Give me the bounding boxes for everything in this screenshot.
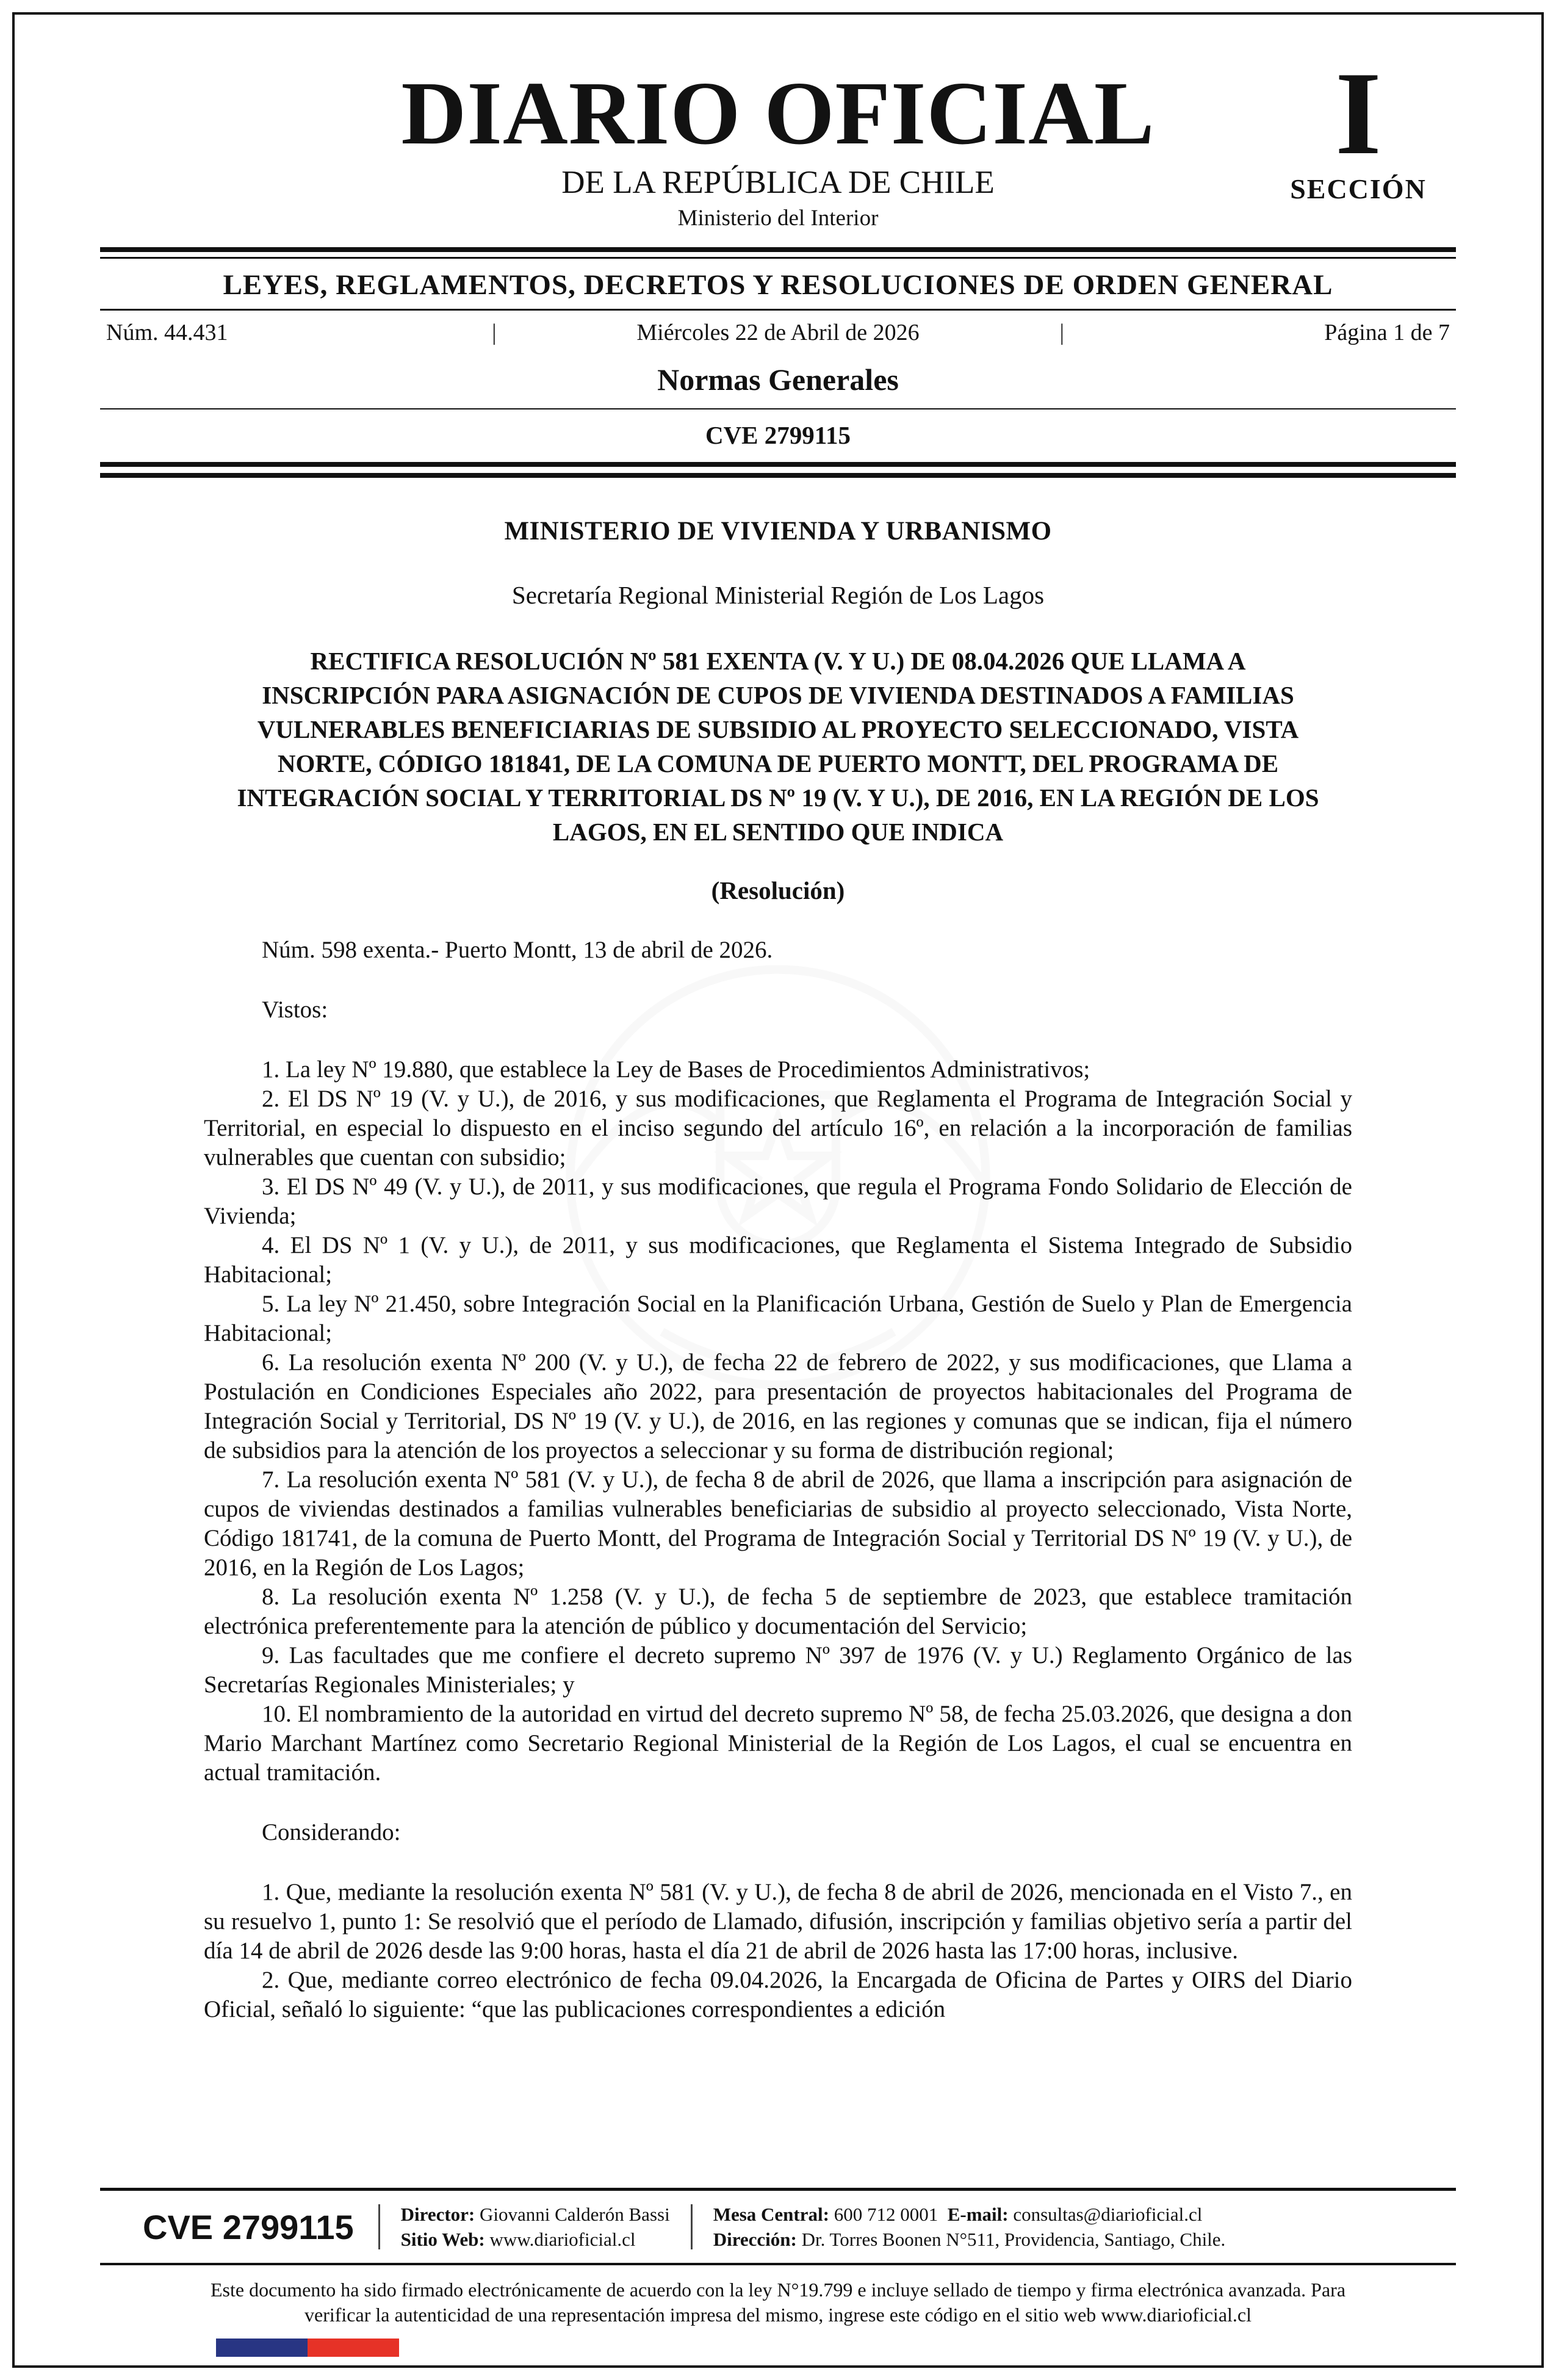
page-frame — [12, 12, 1544, 2368]
masthead-divider — [100, 247, 1456, 259]
signature-bar-red — [308, 2339, 399, 2357]
director-label: Director: — [400, 2204, 475, 2225]
vistos-item-4: 4. El DS Nº 1 (V. y U.), de 2011, y sus modificaciones, que Reglamenta el Sistema Integrado de Subsidio Habitacional; — [204, 1231, 1352, 1288]
section-divider — [100, 408, 1456, 409]
signature-bar-blue — [216, 2339, 308, 2357]
footer-contact-cell — [693, 2201, 1247, 2253]
vistos-item-9: 9. Las facultades que me confiere el decreto supremo Nº 397 de 1976 (V. y U.) Reglamento Orgánico de las Secretarías Regionales Ministeriales; y — [204, 1642, 1352, 1698]
header-body-divider — [100, 462, 1456, 478]
phone-label: Mesa Central: — [713, 2204, 829, 2225]
email-label: E-mail: — [947, 2204, 1009, 2225]
masthead — [15, 15, 1541, 231]
banner-divider — [100, 309, 1456, 311]
considerando-item-2: 2. Que, mediante correo electrónico de fecha 09.04.2026, la Encargada de Oficina de Partes y OIRS del Diario Oficial, señaló lo siguiente: “que las publicaciones correspondientes a edición — [204, 1966, 1352, 2022]
phone-number: 600 712 0001 — [834, 2204, 938, 2225]
considerando-label: Considerando: — [262, 1819, 401, 1845]
vistos-item-3: 3. El DS Nº 49 (V. y U.), de 2011, y sus modificaciones, que regula el Programa Fondo Solidario de Elección de Vivienda; — [204, 1173, 1352, 1229]
footer-director-cell — [380, 2201, 691, 2253]
signature-disclaimer: Este documento ha sido firmado electrónicamente de acuerdo con la ley N°19.799 e incluye sellado de tiempo y firma electrónica avanzada. Para verificar la autenticidad de una representación impresa del mismo, ingrese este código en el sitio web www.diarioficial.cl — [210, 2279, 1346, 2326]
email-address: consultas@diarioficial.cl — [1013, 2204, 1203, 2225]
section-label: SECCIÓN — [1290, 173, 1427, 205]
article-title: RECTIFICA RESOLUCIÓN Nº 581 EXENTA (V. Y U.) DE 08.04.2026 QUE LLAMA A INSCRIPCIÓN PARA ASIGNACIÓN DE CUPOS DE VIVIENDA DESTINADOS A FAMILIAS VULNERABLES BENEFICIARIAS DE SUBSIDIO AL PROYECTO SELECCIONADO, VISTA NORTE, CÓDIGO 181841, DE LA COMUNA DE PUERTO MONTT, DEL PROGRAMA DE INTEGRACIÓN SOCIAL Y TERRITORIAL DS Nº 19 (V. Y U.), DE 2016, EN LA REGIÓN DE LOS LAGOS, EN EL SENTIDO QUE INDICA — [237, 646, 1319, 846]
page-footer — [15, 2188, 1541, 2365]
article-secretariat: Secretaría Regional Ministerial Región de Los Lagos — [511, 580, 1045, 609]
article-subtitle: (Resolución) — [711, 876, 845, 904]
page-indicator: Página 1 de 7 — [1324, 319, 1450, 345]
vistos-label: Vistos: — [262, 996, 328, 1023]
meta-row — [106, 319, 1450, 346]
issue-date: Miércoles 22 de Abril de 2026 — [636, 319, 920, 345]
address-value: Dr. Torres Boonen N°511, Providencia, Santiago, Chile. — [801, 2229, 1226, 2250]
vistos-item-10: 10. El nombramiento de la autoridad en virtud del decreto supremo Nº 58, de fecha 25.03.2026, que designa a don Mario Marchant Martínez como Secretario Regional Ministerial de la Región de Los Lagos, el cual se encuentra en actual tramitación. — [204, 1700, 1352, 1786]
address-label: Dirección: — [713, 2229, 797, 2250]
masthead-title: DIARIO OFICIAL — [401, 63, 1155, 164]
website-label: Sitio Web: — [400, 2229, 485, 2250]
footer-cve: CVE 2799115 — [143, 2207, 354, 2246]
vistos-item-1: 1. La ley Nº 19.880, que establece la Ley de Bases de Procedimientos Administrativos; — [262, 1056, 1090, 1083]
vistos-item-7: 7. La resolución exenta Nº 581 (V. y U.), de fecha 8 de abril de 2026, que llama a inscripción para asignación de cupos de viviendas destinados a familias vulnerables beneficiarias de subsidio al proyecto seleccionado, Vista Norte, Código 181741, de la comuna de Puerto Montt, del Programa de Integración Social y Territorial DS Nº 19 (V. y U.), de 2016, en la Región de Los Lagos; — [204, 1466, 1352, 1581]
vistos-item-6: 6. La resolución exenta Nº 200 (V. y U.), de fecha 22 de febrero de 2022, y sus modificaciones, que Llama a Postulación en Condiciones Especiales año 2022, para presentación de proyectos habitacionales del Programa de Integración Social y Territorial, DS Nº 19 (V. y U.), de 2016, en las regiones y comunas que se indican, fija el número de subsidios para la atención de los proyectos a seleccionar y su forma de distribución regional; — [204, 1349, 1352, 1463]
section-box — [1248, 48, 1468, 205]
signature-mark — [216, 2339, 1541, 2357]
vistos-item-8: 8. La resolución exenta Nº 1.258 (V. y U.), de fecha 5 de septiembre de 2023, que establece tramitación electrónica preferentemente para la atención de público y documentación del Servicio; — [204, 1583, 1352, 1639]
vistos-item-2: 2. El DS Nº 19 (V. y U.), de 2016, y sus modificaciones, que Reglamenta el Programa de Integración Social y Territorial, en especial lo dispuesto en el inciso segundo del artículo 16º, en relación a la incorporación de familias vulnerables que cuentan con subsidio; — [204, 1085, 1352, 1170]
vistos-item-5: 5. La ley Nº 21.450, sobre Integración Social en la Planificación Urbana, Gestión de Suelo y Plan de Emergencia Habitacional; — [204, 1290, 1352, 1346]
footer-box — [100, 2188, 1456, 2265]
issue-number: Núm. 44.431 — [106, 319, 228, 345]
section-numeral: I — [1335, 48, 1381, 179]
considerando-item-1: 1. Que, mediante la resolución exenta Nº 581 (V. y U.), de fecha 8 de abril de 2026, mencionada en el Visto 7., en su resuelvo 1, punto 1: Se resolvió que el período de Llamado, difusión, inscripción y familias objetivo sería a partir del día 14 de abril de 2026 desde las 9:00 horas, hasta el día 21 de abril de 2026 hasta las 17:00 horas, inclusive. — [204, 1878, 1352, 1964]
director-name: Giovanni Calderón Bassi — [480, 2204, 670, 2225]
meta-separator: | — [1059, 319, 1065, 345]
article-opening: Núm. 598 exenta.- Puerto Montt, 13 de abril de 2026. — [262, 936, 773, 963]
meta-separator: | — [491, 319, 497, 345]
article-ministry: MINISTERIO DE VIVIENDA Y URBANISMO — [504, 516, 1052, 546]
masthead-ministry: Ministerio del Interior — [677, 206, 879, 231]
document-body — [204, 478, 1352, 2024]
edition-banner: LEYES, REGLAMENTOS, DECRETOS Y RESOLUCIONES DE ORDEN GENERAL — [223, 269, 1333, 301]
website-url: www.diarioficial.cl — [489, 2229, 636, 2250]
cve-heading: CVE 2799115 — [705, 420, 851, 449]
section-heading: Normas Generales — [657, 362, 899, 397]
masthead-subtitle: DE LA REPÚBLICA DE CHILE — [561, 165, 995, 200]
